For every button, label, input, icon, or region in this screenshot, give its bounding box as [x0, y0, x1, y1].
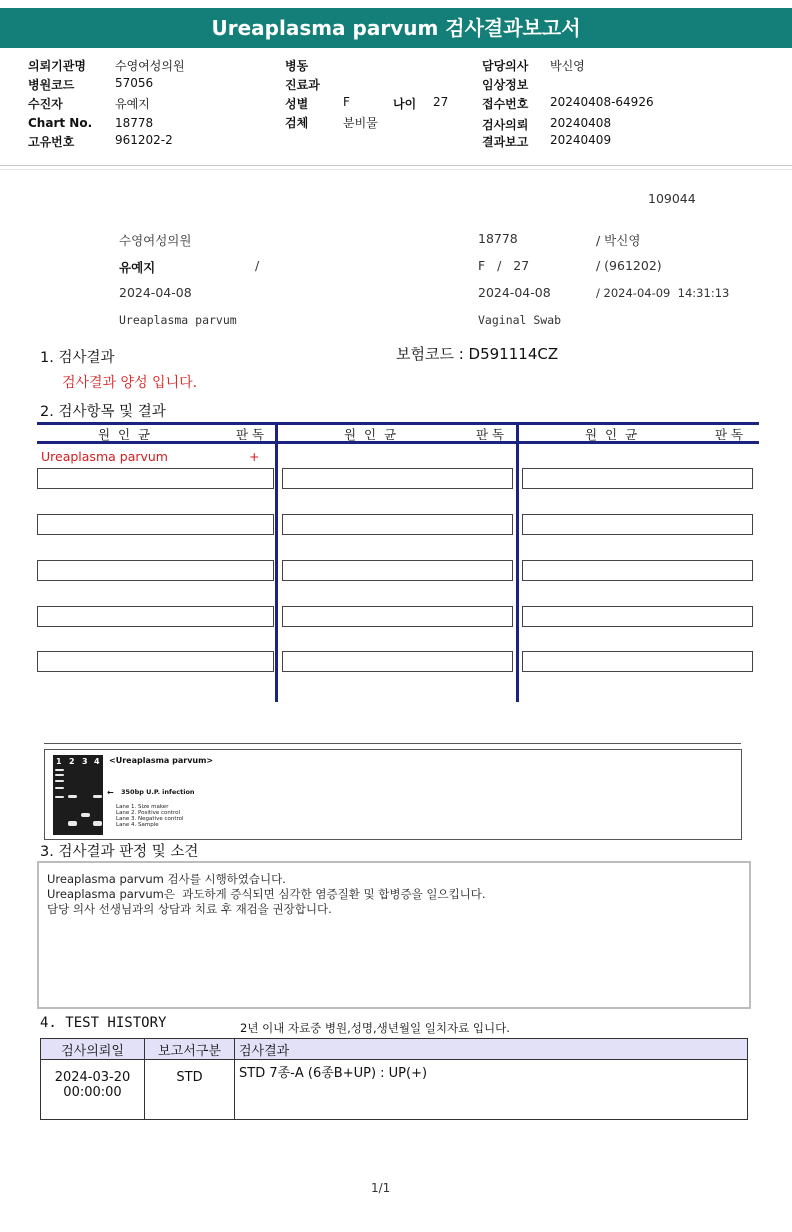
- summary-institution: 수영여성의원: [119, 233, 192, 248]
- ward-label: 병동: [285, 59, 309, 73]
- gel-ladder-band: [55, 780, 64, 782]
- summary-report-datetime: / 2024-04-09 14:31:13: [596, 286, 730, 300]
- empty-result-cell: [522, 606, 753, 627]
- recipient-value: 유예지: [115, 97, 150, 111]
- age-label: 나이: [393, 97, 417, 111]
- gel-electrophoresis-image: [44, 749, 742, 840]
- gel-primer-band: [81, 813, 90, 817]
- gel-legend-item: Lane 1. Size maker: [116, 804, 169, 810]
- gel-lane-label: 1: [56, 757, 62, 766]
- col2-result-header: 판 독: [476, 427, 505, 442]
- history-date-cell: [41, 1060, 145, 1120]
- institution-value: 수영여성의원: [115, 59, 185, 73]
- unique-no-value: 961202-2: [115, 133, 173, 147]
- opinion-line: 담당 의사 선생님과의 상담과 치료 후 재검을 권장합니다.: [47, 902, 332, 916]
- report-title: Ureaplasma parvum 검사결과보고서: [0, 8, 792, 48]
- chart-no-label: Chart No.: [28, 116, 93, 130]
- result-table-divider-2: [516, 422, 519, 702]
- empty-result-cell: [522, 560, 753, 581]
- page-number: 1/1: [371, 1181, 391, 1195]
- unique-no-label: 고유번호: [28, 135, 75, 149]
- result-positive-message: 검사결과 양성 입니다.: [62, 375, 198, 391]
- empty-result-cell: [37, 560, 274, 581]
- empty-result-cell: [522, 468, 753, 489]
- history-result: STD 7종-A (6종B+UP) : UP(+): [235, 1060, 748, 1120]
- summary-test-name: Ureaplasma parvum: [119, 313, 237, 327]
- summary-date-request: 2024-04-08: [119, 285, 192, 300]
- receipt-no-value: 20240408-64926: [550, 95, 654, 109]
- gel-legend-item: Lane 2. Positive control: [116, 810, 181, 816]
- gel-lane-label: 2: [69, 757, 75, 766]
- summary-chart-no: 18778: [478, 231, 518, 246]
- gel-ladder-band: [55, 769, 64, 771]
- history-row: [41, 1060, 748, 1120]
- gel-ladder-band: [55, 774, 64, 776]
- col3-result-header: 판 독: [715, 427, 744, 442]
- history-time: 00:00:00: [63, 1085, 122, 1100]
- result-item-name: Ureaplasma parvum: [41, 449, 168, 464]
- history-table: [40, 1038, 748, 1120]
- gel-positive-band: [68, 795, 77, 798]
- summary-sex-age: F / 27: [478, 258, 530, 273]
- col1-pathogen-header: 원 인 균: [98, 427, 151, 442]
- header-divider: [0, 165, 792, 166]
- sex-label: 성별: [285, 97, 309, 111]
- age-value: 27: [433, 95, 449, 109]
- request-date-label: 검사의뢰: [482, 118, 529, 132]
- gel-legend-item: Lane 4. Sample: [116, 822, 159, 828]
- history-col-type: 보고서구분: [145, 1039, 235, 1060]
- hospital-code-label: 병원코드: [28, 78, 75, 92]
- empty-result-cell: [282, 651, 513, 672]
- section2-title: 2. 검사항목 및 결과: [40, 404, 166, 420]
- result-item-value: +: [249, 449, 260, 464]
- opinion-line: Ureaplasma parvum 검사를 시행하였습니다.: [47, 872, 286, 886]
- gel-ladder-band: [55, 796, 64, 798]
- doctor-value: 박신영: [550, 59, 585, 73]
- opinion-box: [37, 861, 751, 1009]
- empty-result-cell: [37, 606, 274, 627]
- gel-photo: [53, 755, 103, 835]
- clinical-label: 임상정보: [482, 78, 529, 92]
- chart-no-value: 18778: [115, 116, 154, 130]
- gel-legend-item: Lane 3. Negative control: [116, 816, 184, 822]
- col2-pathogen-header: 원 인 균: [344, 427, 397, 442]
- gel-title: <Ureaplasma parvum>: [109, 756, 214, 765]
- gel-primer-band: [68, 821, 77, 826]
- recipient-label: 수진자: [28, 97, 63, 111]
- history-col-date: 검사의뢰일: [41, 1039, 145, 1060]
- insurance-code: 보험코드 : D591114CZ: [396, 345, 559, 363]
- empty-result-cell: [37, 514, 274, 535]
- history-type: STD: [145, 1060, 235, 1120]
- history-date: 2024-03-20: [54, 1070, 131, 1085]
- history-col-result: 검사결과: [235, 1039, 748, 1060]
- opinion-line: Ureaplasma parvum은 과도하게 증식되면 심각한 염증질환 및 합병증을 일으킵니다.: [47, 887, 486, 901]
- summary-patient-sep: /: [255, 258, 260, 273]
- empty-result-cell: [282, 606, 513, 627]
- summary-date-receipt: 2024-04-08: [478, 285, 551, 300]
- gel-lane-label: 4: [94, 757, 100, 766]
- gel-sample-band: [93, 795, 102, 798]
- col1-result-header: 판 독: [236, 427, 265, 442]
- summary-patient: 유예지: [119, 260, 156, 275]
- result-table-divider-1: [275, 422, 278, 702]
- gel-lane-label: 3: [82, 757, 88, 766]
- col3-pathogen-header: 원 인 균: [585, 427, 638, 442]
- report-date-value: 20240409: [550, 133, 612, 147]
- empty-result-cell: [522, 651, 753, 672]
- gel-arrow-icon: ←: [107, 788, 114, 797]
- empty-result-cell: [522, 514, 753, 535]
- request-date-value: 20240408: [550, 116, 612, 130]
- specimen-value: 분비물: [343, 116, 378, 130]
- section3-title: 3. 검사결과 판정 및 소견: [40, 844, 199, 860]
- empty-result-cell: [37, 651, 274, 672]
- report-date-label: 결과보고: [482, 135, 529, 149]
- institution-label: 의뢰기관명: [28, 59, 86, 73]
- history-note: 2년 이내 자료중 병원,성명,생년월일 일치자료 입니다.: [240, 1021, 510, 1035]
- gel-ladder-band: [55, 787, 64, 789]
- sex-value: F: [343, 95, 350, 109]
- specimen-label: 검체: [285, 116, 309, 130]
- dept-label: 진료과: [285, 78, 320, 92]
- empty-result-cell: [282, 514, 513, 535]
- section1-title: 1. 검사결과: [40, 350, 115, 366]
- doctor-label: 담당의사: [482, 59, 529, 73]
- empty-result-cell: [282, 468, 513, 489]
- history-header-row: [41, 1039, 748, 1060]
- receipt-no-label: 접수번호: [482, 97, 529, 111]
- header-divider-shadow: [0, 169, 792, 170]
- empty-result-cell: [282, 560, 513, 581]
- report-number: 109044: [648, 191, 696, 206]
- summary-doctor: / 박신영: [596, 233, 641, 248]
- summary-birth: / (961202): [596, 258, 662, 273]
- gel-band-label: 350bp U.P. infection: [121, 788, 195, 796]
- summary-specimen-type: Vaginal Swab: [478, 313, 562, 327]
- section4-title: 4. TEST HISTORY: [40, 1015, 167, 1031]
- hospital-code-value: 57056: [115, 76, 154, 90]
- gel-top-rule: [44, 743, 741, 744]
- empty-result-cell: [37, 468, 274, 489]
- gel-primer-band: [93, 821, 102, 826]
